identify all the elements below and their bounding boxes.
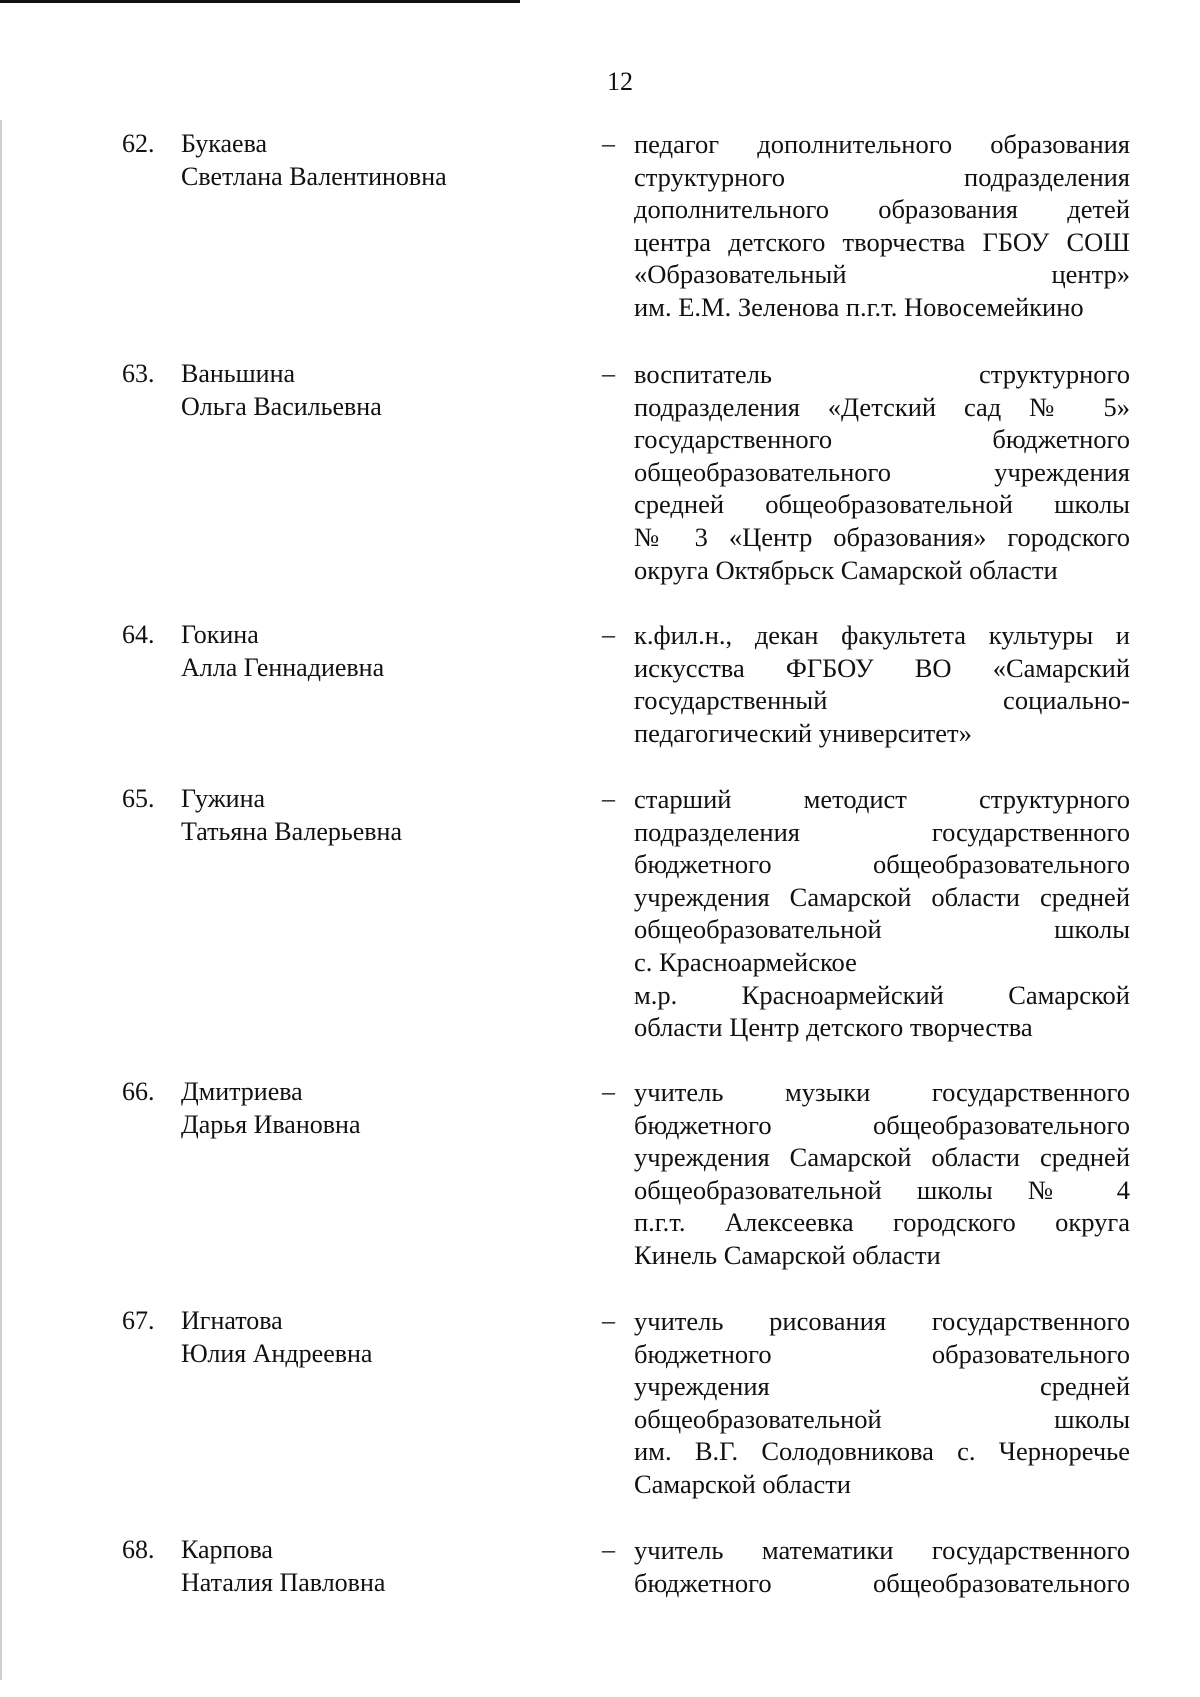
position-description	[634, 1534, 1130, 1599]
description-line: подразделения «Детский сад № 5»	[634, 391, 1130, 422]
surname: Ваньшина	[181, 359, 296, 388]
position-description	[634, 358, 1130, 586]
person-name	[181, 619, 581, 684]
person-name	[181, 128, 581, 193]
dash-separator: –	[602, 129, 615, 158]
person-name	[181, 1534, 581, 1599]
surname: Гокина	[181, 620, 259, 649]
surname: Дмитриева	[181, 1077, 303, 1106]
dash-separator: –	[602, 359, 615, 388]
given-names: Наталия Павловна	[181, 1567, 386, 1597]
description-line: воспитатель структурного	[634, 359, 1130, 389]
description-line: к.фил.н., декан факультета культуры и	[634, 620, 1130, 650]
entry-number: 65.	[122, 784, 155, 813]
description-line: общеобразовательной школы	[634, 1403, 1130, 1434]
description-line: учитель музыки государственного	[634, 1077, 1130, 1107]
person-name	[181, 1305, 581, 1370]
person-name	[181, 783, 581, 848]
given-names: Алла Геннадиевна	[181, 652, 385, 682]
description-line: подразделения государственного	[634, 816, 1130, 847]
position-description	[634, 1305, 1130, 1501]
description-line: учреждения средней	[634, 1371, 1130, 1402]
given-names: Дарья Ивановна	[181, 1109, 361, 1139]
description-line: учитель математики государственного	[634, 1535, 1130, 1565]
surname: Букаева	[181, 129, 268, 158]
description-line: Кинель Самарской области	[634, 1239, 941, 1270]
description-line: бюджетного общеобразовательного	[634, 1109, 1130, 1140]
given-names: Светлана Валентиновна	[181, 161, 447, 191]
description-line: бюджетного общеобразовательного	[634, 1567, 1130, 1598]
description-line: дополнительного образования детей	[634, 194, 1130, 225]
entry-number: 63.	[122, 359, 155, 388]
position-description	[634, 1076, 1130, 1272]
description-line: бюджетного образовательного	[634, 1338, 1130, 1369]
surname: Игнатова	[181, 1306, 283, 1335]
description-line: педагог дополнительного образования	[634, 129, 1130, 159]
entry-number: 62.	[122, 129, 155, 158]
page-number: 12	[607, 67, 633, 96]
description-line: государственного бюджетного	[634, 424, 1130, 455]
description-line: «Образовательный центр»	[634, 259, 1130, 290]
position-description	[634, 783, 1130, 1044]
description-line: старший методист структурного	[634, 784, 1130, 814]
entry-number: 66.	[122, 1077, 155, 1106]
given-names: Ольга Васильевна	[181, 391, 382, 421]
description-line: № 3 «Центр образования» городского	[634, 521, 1130, 552]
surname: Гужина	[181, 784, 266, 813]
person-name	[181, 358, 581, 423]
position-description	[634, 619, 1130, 749]
given-names: Татьяна Валерьевна	[181, 816, 402, 846]
description-line: бюджетного общеобразовательного	[634, 849, 1130, 880]
position-description	[634, 128, 1130, 324]
description-line: структурного подразделения	[634, 161, 1130, 192]
entry-number: 67.	[122, 1306, 155, 1335]
dash-separator: –	[602, 1306, 615, 1335]
description-line: Самарской области	[634, 1468, 851, 1499]
surname: Карпова	[181, 1535, 273, 1564]
dash-separator: –	[602, 1077, 615, 1106]
dash-separator: –	[602, 620, 615, 649]
description-line: искусства ФГБОУ ВО «Самарский	[634, 652, 1130, 683]
description-line: общеобразовательного учреждения	[634, 456, 1130, 487]
given-names: Юлия Андреевна	[181, 1338, 373, 1368]
description-line: им. В.Г. Солодовникова с. Черноречье	[634, 1436, 1130, 1467]
description-line: общеобразовательной школы № 4	[634, 1174, 1130, 1205]
description-line: учреждения Самарской области средней	[634, 881, 1130, 912]
dash-separator: –	[602, 1535, 615, 1564]
description-line: государственный социально-	[634, 685, 1130, 716]
top-border-rule	[0, 0, 520, 3]
person-name	[181, 1076, 581, 1141]
description-line: учитель рисования государственного	[634, 1306, 1130, 1336]
description-line: области Центр детского творчества	[634, 1012, 1033, 1043]
entry-number: 68.	[122, 1535, 155, 1564]
description-line: им. Е.М. Зеленова п.г.т. Новосемейкино	[634, 291, 1084, 322]
description-line: центра детского творчества ГБОУ СОШ	[634, 226, 1130, 257]
description-line: педагогический университет»	[634, 717, 972, 748]
description-line: м.р. Красноармейский Самарской	[634, 979, 1130, 1010]
entry-number: 64.	[122, 620, 155, 649]
description-line: общеобразовательной школы	[634, 914, 1130, 945]
dash-separator: –	[602, 784, 615, 813]
description-line: с. Красноармейское	[634, 946, 857, 977]
description-line: округа Октябрьск Самарской области	[634, 554, 1058, 585]
description-line: учреждения Самарской области средней	[634, 1142, 1130, 1173]
description-line: средней общеобразовательной школы	[634, 489, 1130, 520]
description-line: п.г.т. Алексеевка городского округа	[634, 1207, 1130, 1238]
scan-left-edge	[0, 120, 2, 1680]
